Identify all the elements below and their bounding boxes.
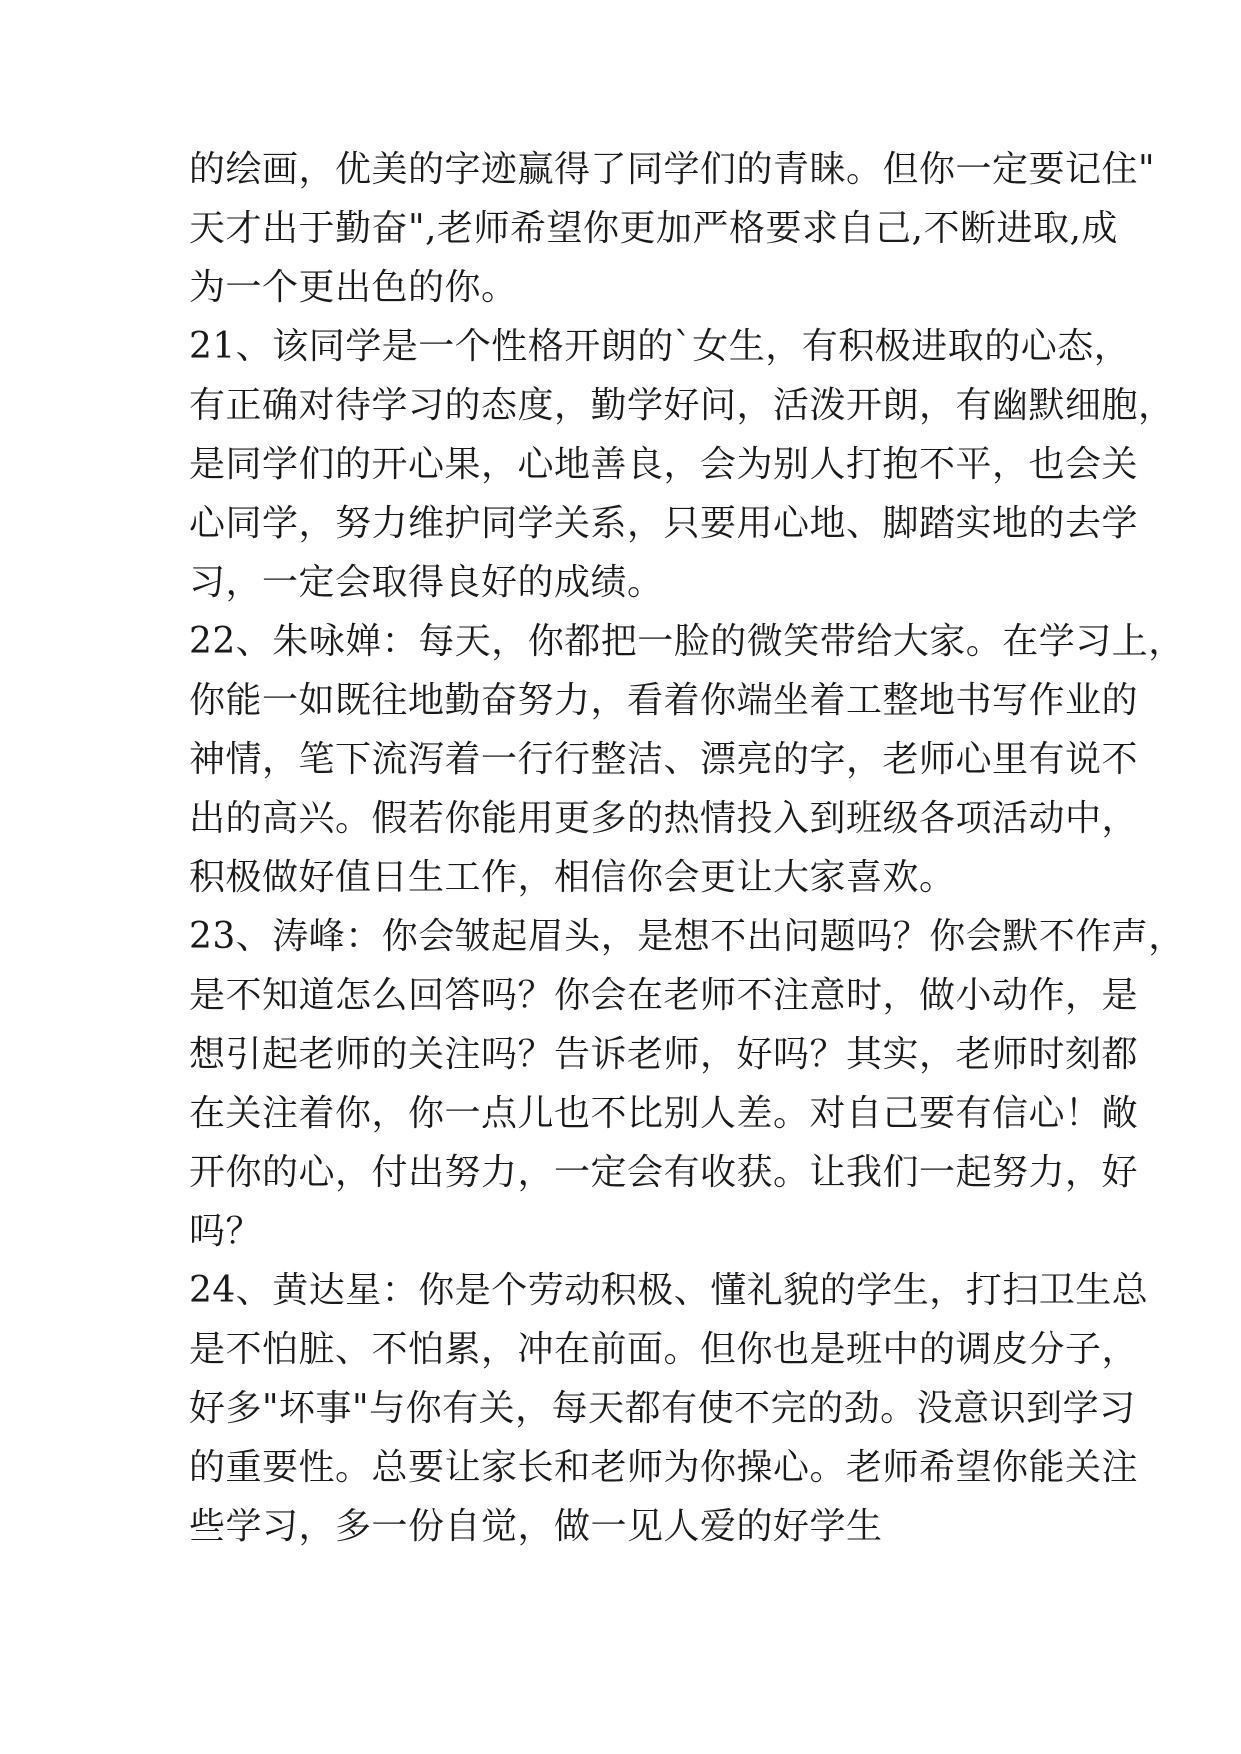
text-line: 好多"坏事"与你有关，每天都有使不完的劲。没意识到学习 <box>189 1388 1136 1429</box>
text-line: 些学习，多一份自觉，做一见人爱的好学生 <box>189 1506 883 1547</box>
text-line: 开你的心，付出努力，一定会有收获。让我们一起努力，好 <box>189 1152 1139 1193</box>
text-line: 积极做好值日生工作，相信你会更让大家喜欢。 <box>189 857 956 898</box>
text-line: 的重要性。总要让家长和老师为你操心。老师希望你能关注 <box>189 1447 1139 1488</box>
text-line: 你能一如既往地勤奋努力，看着你端坐着工整地书写作业的 <box>189 680 1139 721</box>
text-line: 23、涛峰：你会皱起眉头，是想不出问题吗？你会默不作声， <box>189 916 1185 957</box>
text-line: 为一个更出色的你。 <box>189 267 518 308</box>
text-line: 22、朱咏婵：每天，你都把一脸的微笑带给大家。在学习上， <box>189 621 1185 662</box>
text-line: 是不怕脏、不怕累，冲在前面。但你也是班中的调皮分子， <box>189 1329 1139 1370</box>
text-line: 的绘画，优美的字迹赢得了同学们的青睐。但你一定要记住" <box>189 149 1156 190</box>
text-line: 习，一定会取得良好的成绩。 <box>189 562 664 603</box>
text-line: 是不知道怎么回答吗？你会在老师不注意时，做小动作，是 <box>189 975 1139 1016</box>
text-line: 21、该同学是一个性格开朗的`女生，有积极进取的心态， <box>189 326 1131 367</box>
text-line: 神情，笔下流泻着一行行整洁、漂亮的字，老师心里有说不 <box>189 739 1139 780</box>
text-line: 在关注着你，你一点儿也不比别人差。对自己要有信心！敞 <box>189 1093 1139 1134</box>
text-line: 想引起老师的关注吗？告诉老师，好吗？其实，老师时刻都 <box>189 1034 1139 1075</box>
text-line: 24、黄达星：你是个劳动积极、懂礼貌的学生，打扫卫生总 <box>189 1270 1149 1311</box>
text-line: 出的高兴。假若你能用更多的热情投入到班级各项活动中， <box>189 798 1139 839</box>
text-line: 心同学，努力维护同学关系，只要用心地、脚踏实地的去学 <box>189 503 1139 544</box>
text-line: 是同学们的开心果，心地善良，会为别人打抱不平，也会关 <box>189 444 1139 485</box>
text-line: 天才出于勤奋",老师希望你更加严格要求自己,不断进取,成 <box>189 208 1118 249</box>
text-line: 有正确对待学习的态度，勤学好问，活泼开朗，有幽默细胞， <box>189 385 1175 426</box>
text-line: 吗？ <box>189 1211 263 1252</box>
